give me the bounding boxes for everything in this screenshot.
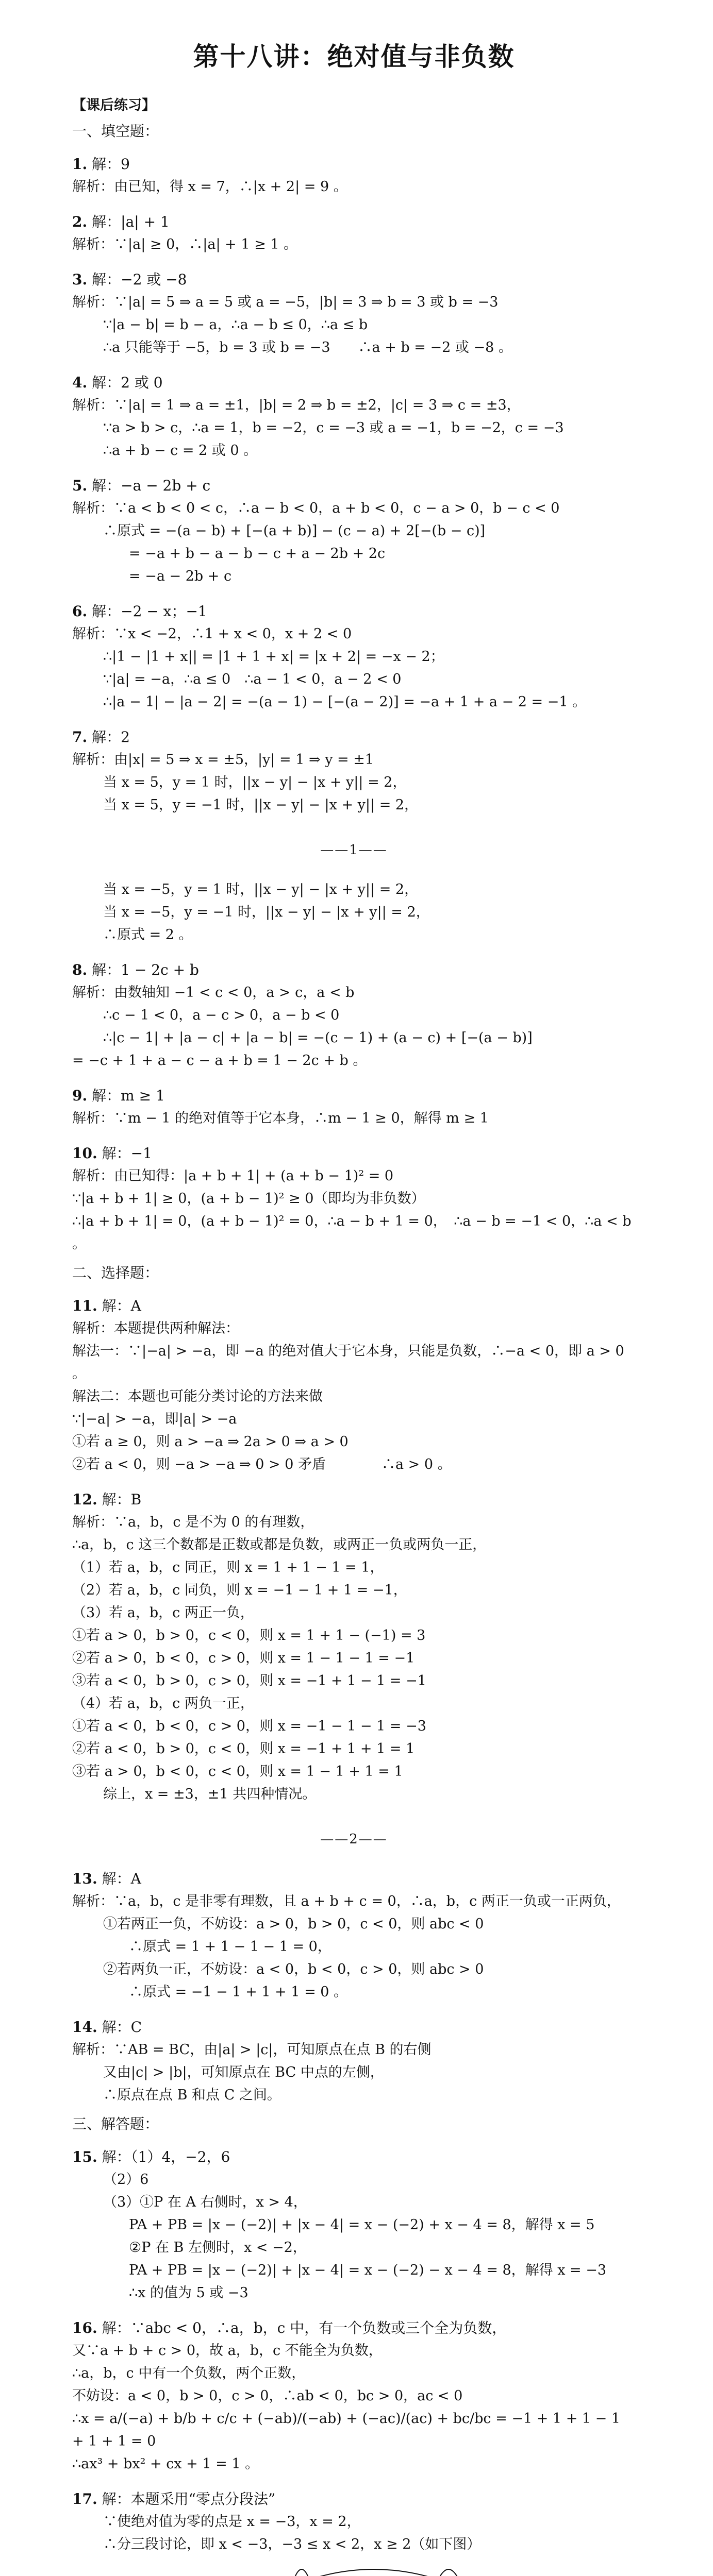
question-answer: 解：A <box>102 1870 141 1887</box>
question-answer-line <box>72 1295 636 1317</box>
solution-line: ∴ax³ + bx² + cx + 1 = 1 。 <box>72 2456 259 2472</box>
question-block <box>72 1295 636 1476</box>
solution-line: ③若 a > 0，b < 0，c < 0，则 x = 1 − 1 + 1 = 1 <box>72 1764 403 1780</box>
solution-line: 当 x = 5，y = −1 时，||x − y| − |x + y|| = 2， <box>103 797 419 813</box>
question-answer: 解：∵abc < 0，∴a，b，c 中，有一个负数或三个全为负数， <box>102 2319 507 2336</box>
question-list <box>72 153 636 2576</box>
solution-line: （2）若 a，b，c 同负，则 x = −1 − 1 + 1 = −1， <box>72 1582 407 1598</box>
question-number: 17. <box>72 2490 97 2507</box>
question-answer-line <box>72 959 636 981</box>
solution-line: （4）若 a，b，c 两负一正， <box>72 1696 254 1711</box>
solution-line: ∴分三段讨论，即 x < −3，−3 ≤ x < 2，x ≥ 2（如下图） <box>103 2536 481 2552</box>
page-number-1: ——1—— <box>320 842 388 858</box>
question-answer-line <box>72 2317 636 2340</box>
question-block <box>72 2317 636 2476</box>
segment-arc <box>309 2569 438 2576</box>
question-number: 13. <box>72 1870 97 1887</box>
solution-line: ②P 在 B 左侧时，x < −2， <box>129 2240 307 2256</box>
question-number: 7. <box>72 728 88 745</box>
section-heading: 三、解答题： <box>72 2115 159 2132</box>
solution-line: ∴原式 = 1 + 1 − 1 − 1 = 0， <box>129 1939 331 1955</box>
solution-line: 解析：∵m − 1 的绝对值等于它本身，∴m − 1 ≥ 0，解得 m ≥ 1 <box>72 1110 489 1126</box>
question-answer: 解：2 或 0 <box>92 374 163 391</box>
question-answer: 解：9 <box>92 156 130 173</box>
solution-line: PA + PB = |x − (−2)| + |x − 4| = x − (−2) + x − 4 = 8，解得 x = 5 <box>129 2217 595 2233</box>
solution-line: 又由|c| > |b|，可知原点在 BC 中点的左侧， <box>103 2064 384 2080</box>
question-number: 8. <box>72 961 88 978</box>
question-block <box>72 1868 636 2004</box>
solution-line: 解析：∵AB = BC，由|a| > |c|，可知原点在点 B 的右侧 <box>72 2042 432 2058</box>
solution-line: 解法一：∵|−a| > −a，即 −a 的绝对值大于它本身，只能是负数，∴−a < 0，即 a > 0 。 <box>72 1343 629 1382</box>
question-block <box>72 959 636 1072</box>
solution-line: ①若两正一负，不妨设：a > 0，b > 0，c < 0，则 abc < 0 <box>103 1916 484 1932</box>
question-answer: 解：本题采用“零点分段法” <box>102 2490 276 2507</box>
exercise-tag: 【课后练习】 <box>72 97 156 113</box>
solution-line: ∴a + b − c = 2 或 0 。 <box>103 443 258 459</box>
question-number: 14. <box>72 2019 97 2036</box>
segment-arc <box>438 2569 459 2576</box>
solution-line: ①若 a < 0，b < 0，c > 0，则 x = −1 − 1 − 1 = −3 <box>72 1718 426 1734</box>
solution-line: ∴c − 1 < 0，a − c > 0，a − b < 0 <box>103 1007 340 1023</box>
question-answer: 解：−2 − x；−1 <box>92 603 207 620</box>
question-answer: 解：1 − 2c + b <box>92 961 199 978</box>
solution-line: 解析：由数轴知 −1 < c < 0，a > c，a < b <box>72 985 355 1001</box>
solution-line: 解法二：本题也可能分类讨论的方法来做 <box>72 1388 323 1404</box>
solution-line: 解析：由|x| = 5 ⇒ x = ±5，|y| = 1 ⇒ y = ±1 <box>72 752 374 768</box>
solution-line: ∴原式 = −1 − 1 + 1 + 1 = 0 。 <box>129 1984 348 2000</box>
solution-line: ①若 a > 0，b > 0，c < 0，则 x = 1 + 1 − (−1) = 3 <box>72 1628 426 1643</box>
question-number: 11. <box>72 1297 97 1314</box>
solution-line: PA + PB = |x − (−2)| + |x − 4| = x − (−2) − x − 4 = 8，解得 x = −3 <box>129 2262 607 2278</box>
question-block <box>72 2016 636 2107</box>
solution-line: 综上，x = ±3，±1 共四种情况。 <box>103 1786 317 1802</box>
question-number: 6. <box>72 603 88 620</box>
section-heading: 二、选择题： <box>72 1264 159 1281</box>
solution-line: ∵a > b > c，∴a = 1，b = −2，c = −3 或 a = −1，b = −2，c = −3 <box>103 420 564 436</box>
question-number: 9. <box>72 1087 88 1104</box>
solution-line: 解析：∵|a| ≥ 0，∴|a| + 1 ≥ 1 。 <box>72 236 298 252</box>
solution-line: ∴x = a/(−a) + b/b + c/c + (−ab)/(−ab) + (−ac)/(ac) + bc/bc = −1 + 1 + 1 − 1 + 1 + 1 = 0 <box>72 2411 625 2449</box>
solution-line: ∴|c − 1| + |a − c| + |a − b| = −(c − 1) + (a − c) + [−(a − b)] <box>103 1030 533 1046</box>
solution-line: 当 x = −5，y = 1 时，||x − y| − |x + y|| = 2， <box>103 882 419 897</box>
solution-line: 解析：∵|a| = 1 ⇒ a = ±1，|b| = 2 ⇒ b = ±2，|c| = 3 ⇒ c = ±3， <box>72 397 521 413</box>
question-block <box>72 153 636 198</box>
question-block <box>72 726 636 946</box>
question-block <box>72 268 636 359</box>
question-number: 12. <box>72 1491 97 1508</box>
solution-line: = −a − 2b + c <box>129 568 232 584</box>
solution-line: ②若 a < 0，b > 0，c < 0，则 x = −1 + 1 + 1 = 1 <box>72 1741 415 1757</box>
question-number: 1. <box>72 156 88 173</box>
question-answer: 解：（1）4，−2，6 <box>102 2148 230 2165</box>
solution-line: ∴|a − 1| − |a − 2| = −(a − 1) − [−(a − 2)] = −a + 1 + a − 2 = −1 。 <box>103 694 587 710</box>
section-fill-in: 一、填空题： <box>72 123 159 140</box>
solution-line: ∴x 的值为 5 或 −3 <box>129 2285 248 2301</box>
solution-line: （1）若 a，b，c 同正，则 x = 1 + 1 − 1 = 1， <box>72 1560 384 1575</box>
question-answer-line <box>72 1142 636 1165</box>
number-line-svg <box>289 2559 485 2576</box>
solution-line: ∵|−a| > −a，即|a| > −a <box>72 1411 237 1427</box>
solution-line: 解析：∵a，b，c 是不为 0 的有理数， <box>72 1514 314 1530</box>
question-answer-line <box>72 2146 636 2168</box>
solution-line: ∴|1 − |1 + x|| = |1 + 1 + x| = |x + 2| = −x − 2； <box>103 649 444 665</box>
question-answer: 解：m ≥ 1 <box>92 1087 165 1104</box>
solution-line: ∵|a + b + 1| ≥ 0，(a + b − 1)² ≥ 0（即均为非负数） <box>72 1191 425 1207</box>
solution-line: ③若 a < 0，b > 0，c > 0，则 x = −1 + 1 − 1 = −1 <box>72 1673 426 1689</box>
question-answer: 解：|a| + 1 <box>92 213 170 230</box>
question-block <box>72 1142 636 1256</box>
solution-line: = −c + 1 + a − c − a + b = 1 − 2c + b 。 <box>72 1053 367 1069</box>
solution-line: （2）6 <box>103 2172 149 2188</box>
question-block <box>72 371 636 462</box>
solution-line: ∴原点在点 B 和点 C 之间。 <box>103 2087 281 2103</box>
question-answer-line <box>72 371 636 394</box>
question-answer-line <box>72 2488 636 2511</box>
solution-line: 解析：由已知得：|a + b + 1| + (a + b − 1)² = 0 <box>72 1168 394 1184</box>
question-number: 15. <box>72 2148 97 2165</box>
question-block <box>72 2146 636 2304</box>
question-number: 3. <box>72 271 88 288</box>
question-answer-line <box>72 726 636 749</box>
solution-line: （3）若 a，b，c 两正一负， <box>72 1605 254 1621</box>
question-number: 4. <box>72 374 88 391</box>
solution-line: 解析：∵x < −2，∴1 + x < 0，x + 2 < 0 <box>72 626 352 642</box>
question-answer: 解：−1 <box>102 1145 152 1162</box>
question-answer-line <box>72 1488 636 1511</box>
question-block <box>72 600 636 714</box>
question-answer-line <box>72 268 636 291</box>
solution-line: ∵|a| = −a，∴a ≤ 0 ∴a − 1 < 0，a − 2 < 0 <box>103 671 402 687</box>
question-answer: 解：2 <box>92 728 130 745</box>
segment-arc <box>294 2569 309 2576</box>
question-answer-line <box>72 2016 636 2039</box>
number-line-figure <box>72 2559 636 2576</box>
solution-line: 不妨设：a < 0，b > 0，c > 0，∴ab < 0，bc > 0，ac < 0 <box>72 2388 463 2404</box>
page-title: 第十八讲：绝对值与非负数 <box>193 41 515 72</box>
question-answer: 解：−a − 2b + c <box>92 477 211 494</box>
question-answer: 解：C <box>102 2019 142 2036</box>
solution-line: ①若 a ≥ 0，则 a > −a ⇒ 2a > 0 ⇒ a > 0 <box>72 1434 349 1450</box>
solution-line: ∵|a − b| = b − a，∴a − b ≤ 0，∴a ≤ b <box>103 317 368 333</box>
page-number-2: ——2—— <box>320 1832 388 1847</box>
question-number: 2. <box>72 213 88 230</box>
question-block <box>72 1488 636 1847</box>
solution-line: ∵使绝对值为零的点是 x = −3，x = 2， <box>103 2514 361 2530</box>
solution-line: ∴|a + b + 1| = 0，(a + b − 1)² = 0，∴a − b + 1 = 0， ∴a − b = −1 < 0，∴a < b 。 <box>72 1213 636 1252</box>
question-block <box>72 474 636 588</box>
solution-line: 当 x = 5，y = 1 时，||x − y| − |x + y|| = 2， <box>103 774 407 790</box>
solution-line: 解析：∵a，b，c 是非零有理数，且 a + b + c = 0，∴a，b，c 两正一负或一正两负， <box>72 1893 621 1909</box>
solution-line: 又∵a + b + c > 0，故 a，b，c 不能全为负数， <box>72 2343 383 2359</box>
question-answer-line <box>72 211 636 233</box>
solution-line: （3）①P 在 A 右侧时，x > 4， <box>103 2194 307 2210</box>
solution-line: 解析：∵a < b < 0 < c，∴a − b < 0，a + b < 0，c − a > 0，b − c < 0 <box>72 500 560 516</box>
question-block <box>72 211 636 256</box>
solution-line: = −a + b − a − b − c + a − 2b + 2c <box>129 546 386 562</box>
solution-line: ②若 a > 0，b < 0，c > 0，则 x = 1 − 1 − 1 = −1 <box>72 1650 415 1666</box>
question-answer-line <box>72 153 636 176</box>
solution-line: ∴a，b，c 这三个数都是正数或都是负数，或两正一负或两负一正， <box>72 1537 487 1553</box>
solution-line: ②若 a < 0，则 −a > −a ⇒ 0 > 0 矛盾 ∴a > 0 。 <box>72 1456 452 1472</box>
question-number: 5. <box>72 477 88 494</box>
solution-line: ∴原式 = 2 。 <box>103 927 193 943</box>
solution-line: ②若两负一正，不妨设：a < 0，b < 0，c > 0，则 abc > 0 <box>103 1961 484 1977</box>
solution-line: 解析：本题提供两种解法： <box>72 1320 239 1336</box>
solution-line: ∴a，b，c 中有一个负数，两个正数， <box>72 2365 306 2381</box>
solution-line: 当 x = −5，y = −1 时，||x − y| − |x + y|| = 2， <box>103 904 430 920</box>
question-block <box>72 1084 636 1130</box>
solution-line: 解析：由已知，得 x = 7，∴|x + 2| = 9 。 <box>72 179 347 195</box>
question-answer: 解：A <box>102 1297 141 1314</box>
question-number: 10. <box>72 1145 97 1162</box>
question-answer: 解：−2 或 −8 <box>92 271 187 288</box>
question-number: 16. <box>72 2319 97 2336</box>
question-answer-line <box>72 474 636 497</box>
question-answer-line <box>72 1084 636 1107</box>
solution-line: ∴原式 = −(a − b) + [−(a + b)] − (c − a) + 2[−(b − c)] <box>103 523 486 539</box>
solution-line: ∴a 只能等于 −5，b = 3 或 b = −3 ∴a + b = −2 或 −8 。 <box>103 340 512 355</box>
question-block <box>72 2488 636 2576</box>
question-answer-line <box>72 1868 636 1890</box>
solution-line: 解析：∵|a| = 5 ⇒ a = 5 或 a = −5，|b| = 3 ⇒ b = 3 或 b = −3 <box>72 294 499 310</box>
question-answer: 解：B <box>102 1491 142 1508</box>
question-answer-line <box>72 600 636 623</box>
